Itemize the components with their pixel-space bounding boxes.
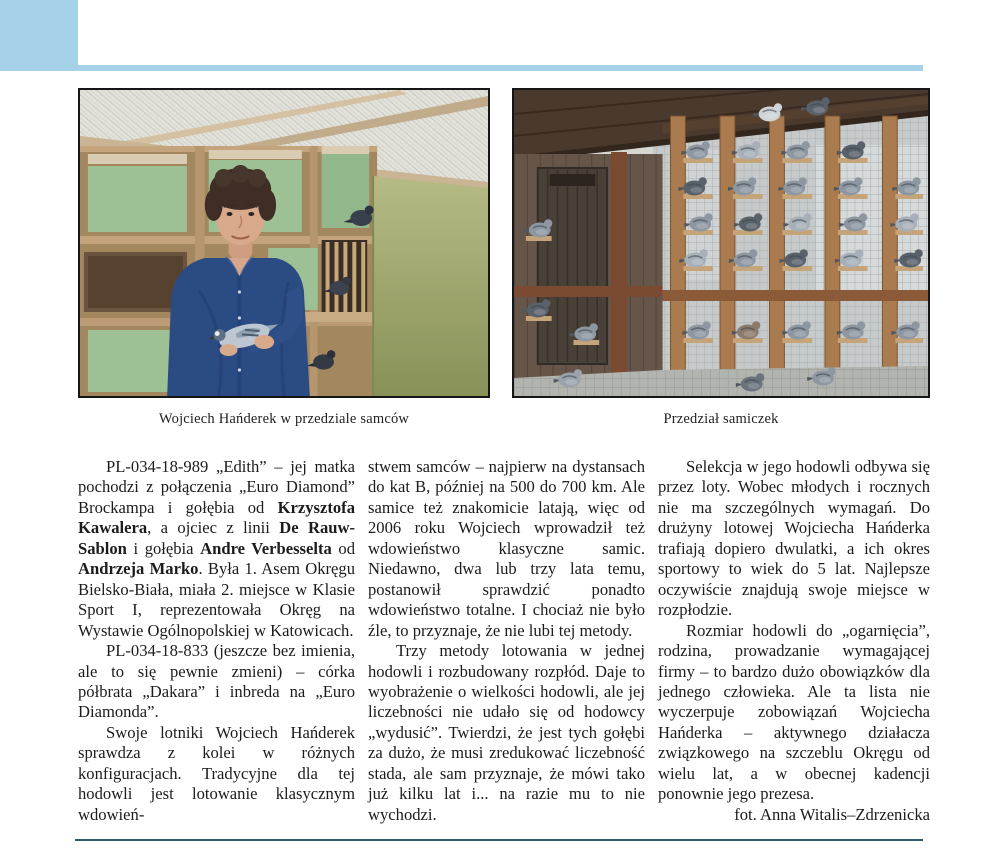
paragraph-selekcja: Selekcja w jego hodowli odbywa się przez loty. Wobec młodych i rocznych nie ma szczególnych wymagań. Do drużyny lotowej Wojciecha Hańderka trafiają dopiero dwulatki, a ich okres sportowy to wiek do 5 lat. Najlepsze oczywiście znajdują swoje miejsce w rozpłodzie. (658, 457, 930, 620)
loft-left-illustration (80, 90, 488, 396)
photo-breeder-in-loft (78, 88, 490, 398)
paragraph-rozmiar: Rozmiar hodowli do „ogarnięcia”, rodzina, prowadzanie wymagającej firmy – to bardzo dużo obowiązków dla jednego człowieka. Ale ta lista nie wyczerpuje zobowiązań Wojciecha Hańderka – aktywnego działacza związkowego na szczeblu Okręgu od wielu lat, a w obecnej kadencji ponownie jego prezesa. (658, 620, 930, 804)
paragraph-trzy-metody: Trzy metody lotowania w jednej hodowli i rozbudowany rozpłód. Daje to wyobrażenie o wielkości hodowli, ale jej liczebności nie udało się od hodowcy „wydusić”. Twierdzi, że jest tych gołębi za dużo, że musi zredukować liczebność stada, ale sam przyznaje, że mówi tako już kilku lat i... na razie mu to nie wychodzi. (368, 641, 645, 824)
caption-left-photo: Wojciech Hańderek w przedziale samców (158, 411, 410, 427)
caption-right-photo: Przedział samiczek (663, 411, 779, 427)
photo-credit: fot. Anna Witalis–Zdrzenicka (734, 804, 930, 824)
green-wall (373, 176, 488, 396)
article-column-1 (78, 457, 355, 825)
paragraph-lotniki: Swoje lotniki Wojciech Hańderek sprawdza z kolei w różnych konfiguracjach. Tradycyjne dla tej hodowli jest lotowanie klasycznym wdowień- (78, 722, 355, 824)
bottom-rule (75, 839, 923, 841)
paragraph-wdowienstwo: stwem samców – najpierw na dystansach do kat B, później na 500 do 700 km. Ale samice też znakomicie latają, więc od 2006 roku Wojciech wprowadził też wdowieństwo klasyczne samic. Niedawno, dwa lub trzy lata temu, postanowił sprawdzić ponadto wdowieństwo totalne. I chociaż nie było źle, to przyznaje, że nie lubi tej metody. (368, 457, 645, 640)
accent-corner-square (0, 0, 78, 71)
article-column-2 (368, 457, 645, 825)
paragraph-edith: PL-034-18-989 „Edith” – jej matka pochodzi z połączenia „Euro Diamond” Brockampa i gołębia od Krzysztofa Kawalera, a ojciec z linii De Rauw-Sablon i gołębia Andre Verbesselta od Andrzeja Marko. Była 1. Asem Okręgu Bielsko-Biała, miała 2. miejsce w Klasie Sport I, reprezentowała Okręg na Wystawie Ogólnopolskiej w Katowicach. (78, 457, 356, 640)
photo-hen-compartment (512, 88, 930, 398)
paragraph-833: PL-034-18-833 (jeszcze bez imienia, ale to się pewnie zmieni) – córka półbrata „Dakara” i inbreda na „Euro Diamonda”. (78, 641, 355, 722)
loft-right-illustration (514, 90, 928, 396)
accent-top-bar (0, 65, 923, 71)
article-column-3 (658, 457, 930, 825)
